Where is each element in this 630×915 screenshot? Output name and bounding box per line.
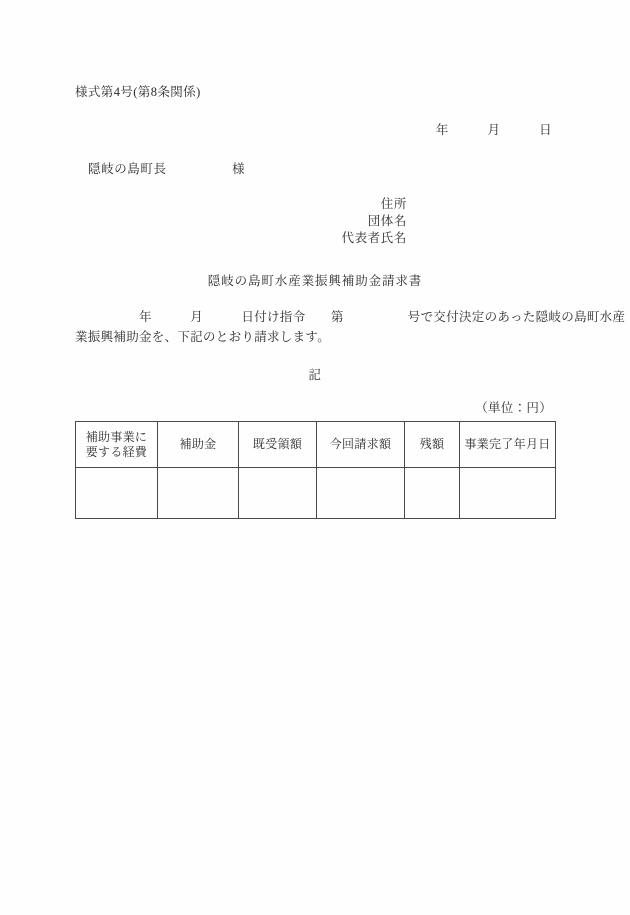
- form-number: 様式第4号(第8条関係): [75, 85, 201, 99]
- unit-note: （単位：円）: [475, 401, 552, 415]
- body-line-2: 業振興補助金を、下記のとおり請求します。: [75, 330, 331, 344]
- table-header-label: 既受領額: [252, 437, 303, 451]
- table-header-cell: [239, 422, 317, 468]
- table-header-label: 補助金: [179, 437, 217, 451]
- sender-representative-label[interactable]: 代表者氏名: [341, 231, 407, 245]
- table-cell-input[interactable]: [317, 468, 405, 519]
- table-body: [76, 468, 556, 519]
- table-header-label: 事業完了年月日: [464, 437, 551, 451]
- table-cell-input[interactable]: [76, 468, 158, 519]
- table-header-label: 残額: [419, 437, 445, 451]
- table-cell-input[interactable]: [460, 468, 556, 519]
- table-row: [76, 468, 556, 519]
- sender-address-label[interactable]: 住所: [380, 197, 407, 211]
- ki-marker: 記: [308, 368, 322, 382]
- table-header-cell: [405, 422, 460, 468]
- table-header-cell: [158, 422, 239, 468]
- table-header-cell: [76, 422, 158, 468]
- table-cell-input[interactable]: [239, 468, 317, 519]
- table-cell-input[interactable]: [158, 468, 239, 519]
- table-cell-input[interactable]: [405, 468, 460, 519]
- body-line-1: 年 月 日付け指令 第 号で交付決定のあった隠岐の島町水産: [75, 310, 626, 324]
- body-paragraph: [75, 307, 626, 347]
- table-header-label: 補助事業に: [85, 429, 148, 444]
- table-header-label: 今回請求額: [329, 437, 392, 451]
- sender-block: [0, 196, 407, 247]
- table-header-row: [76, 422, 556, 468]
- table-header-label: 要する経費: [85, 444, 148, 459]
- table-header-cell: [317, 422, 405, 468]
- sender-organization-label[interactable]: 団体名: [367, 214, 407, 228]
- addressee-line: 隠岐の島町長 様: [88, 162, 246, 176]
- table-header-cell: [460, 422, 556, 468]
- date-field-line[interactable]: 年 月 日: [435, 123, 552, 137]
- claim-table: [75, 421, 556, 519]
- document-title: 隠岐の島町水産業振興補助金請求書: [207, 274, 423, 288]
